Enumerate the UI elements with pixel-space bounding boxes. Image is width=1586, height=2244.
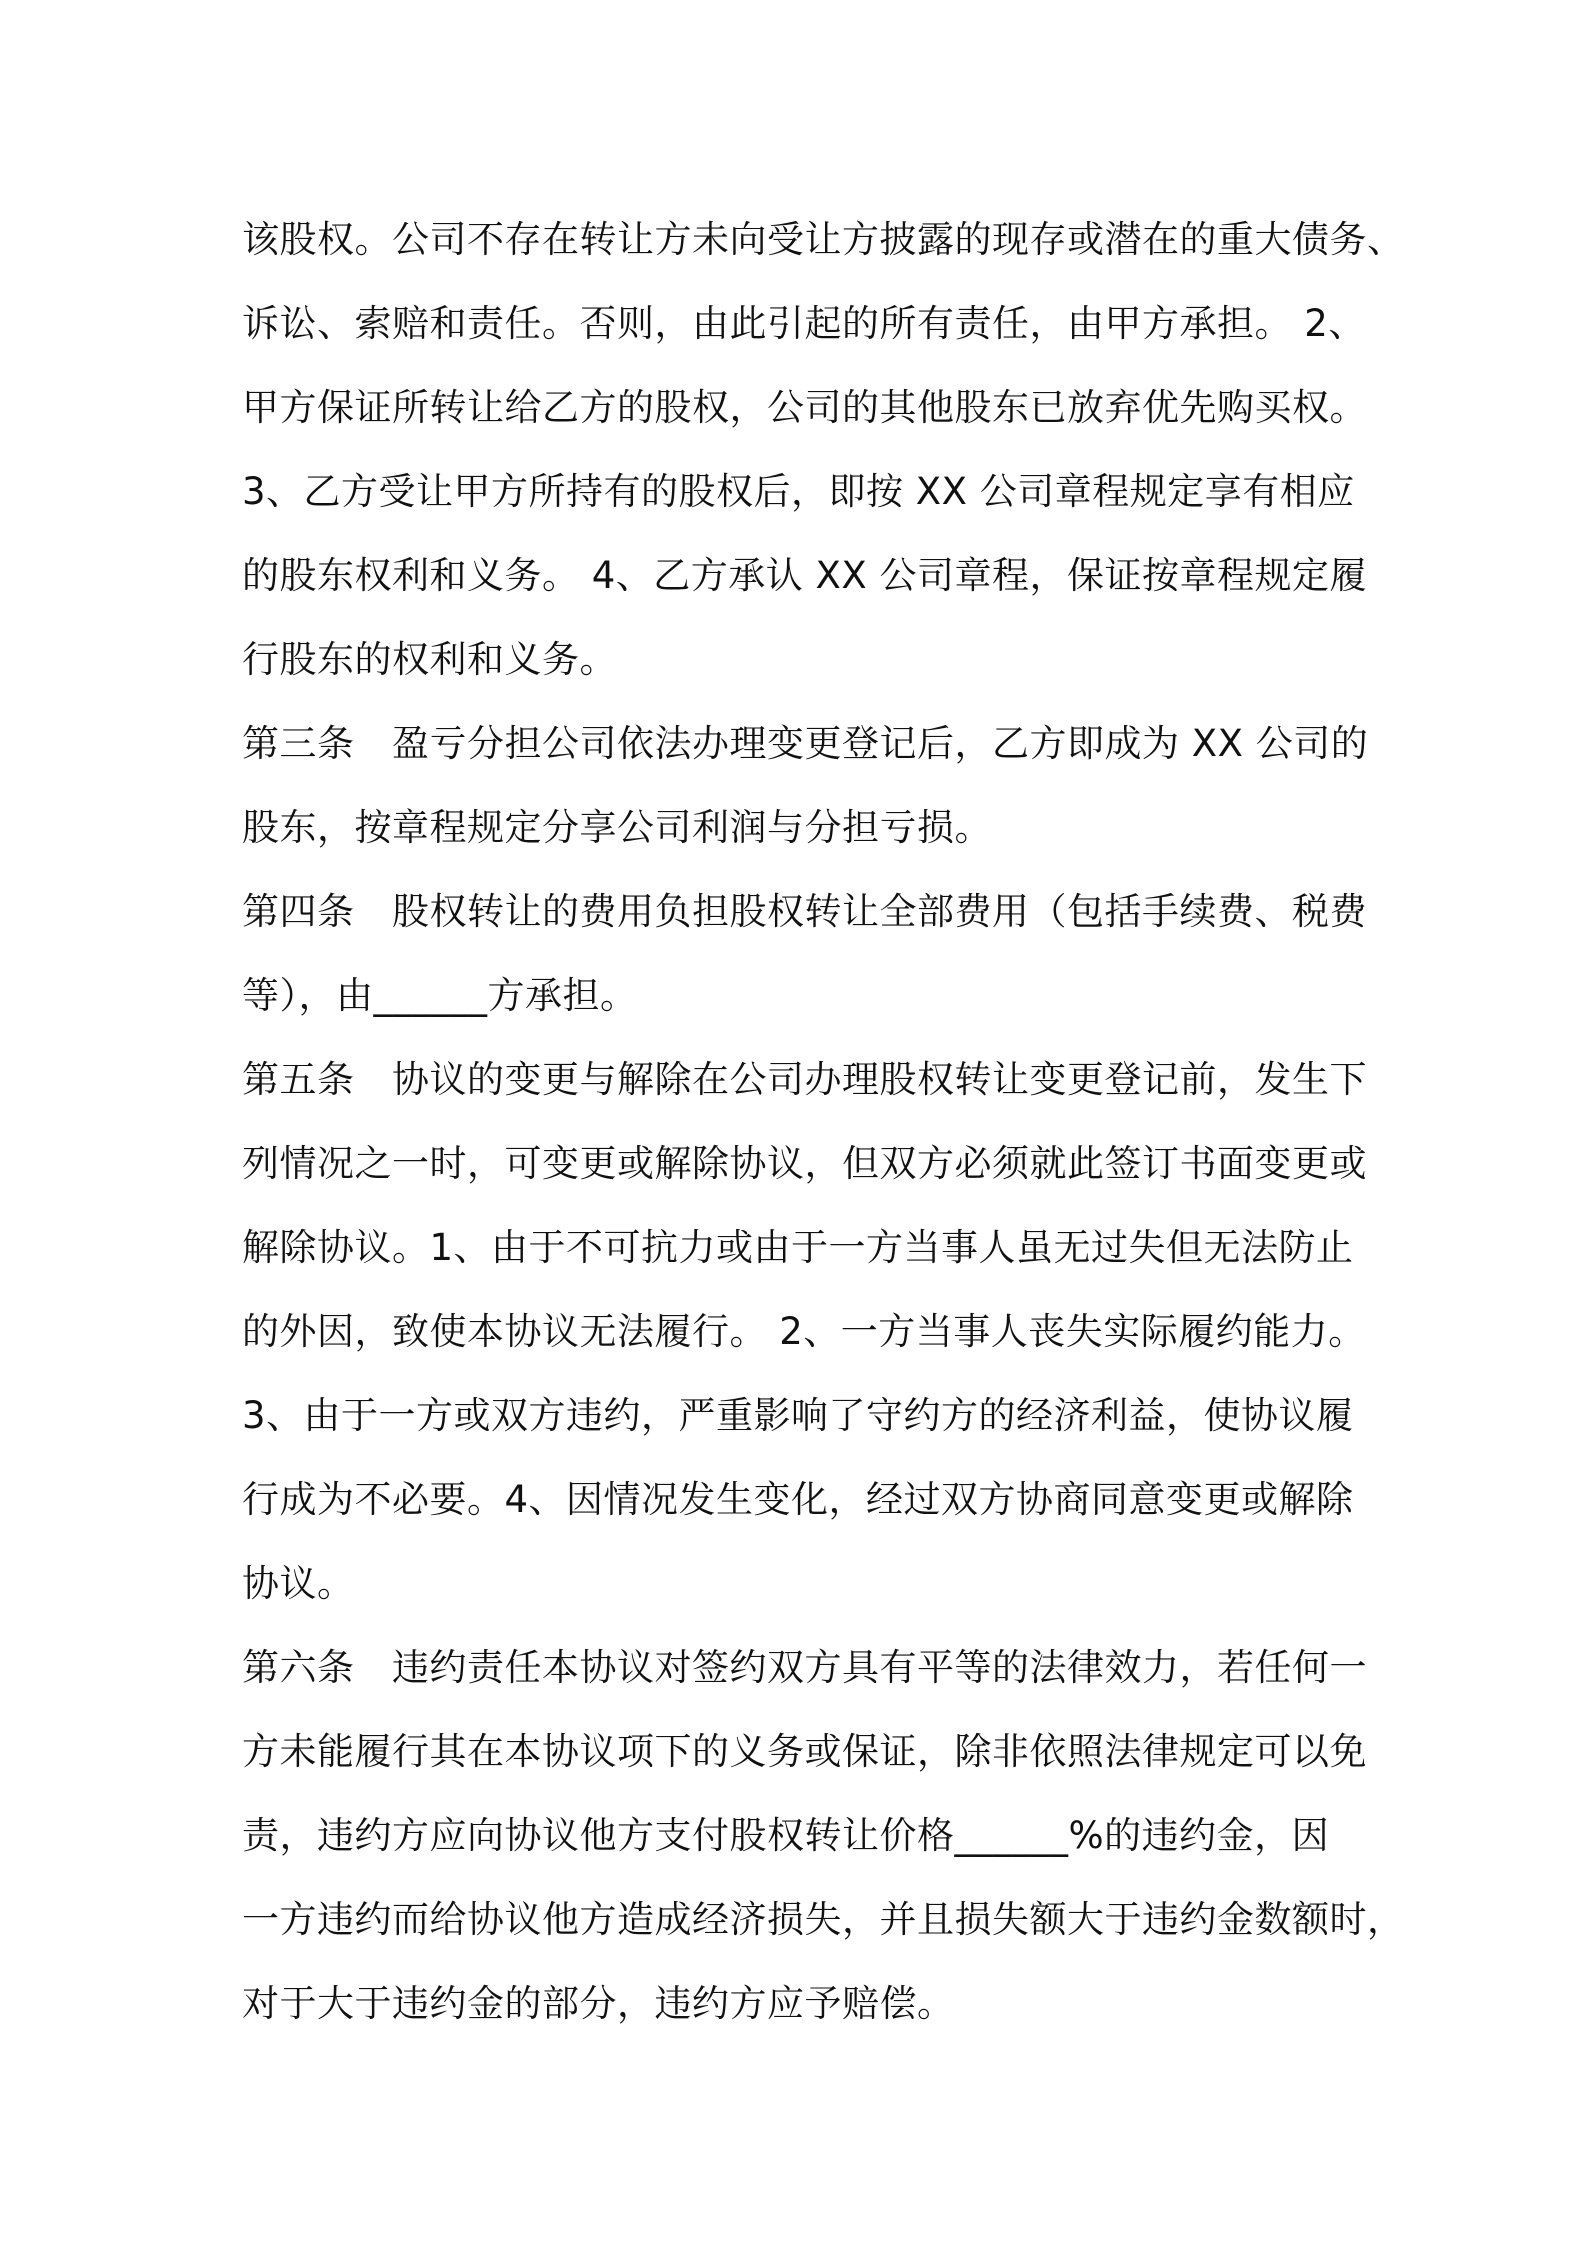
text-line: 3、乙方受让甲方所持有的股权后，即按 XX 公司章程规定享有相应 xyxy=(242,470,1355,513)
article-4-heading: 第四条 xyxy=(242,890,355,933)
article-3-heading: 第三条 xyxy=(242,722,355,765)
text-line: 解除协议。1、由于不可抗力或由于一方当事人虽无过失但无法防止 xyxy=(242,1226,1354,1269)
text-line: 诉讼、索赔和责任。否则，由此引起的所有责任，由甲方承担。 2、 xyxy=(242,302,1366,345)
article-4-first-line xyxy=(242,870,1374,954)
text-line: 行股东的权利和义务。 xyxy=(242,638,617,681)
article-6-text: 违约责任本协议对签约双方具有平等的法律效力，若任何一 xyxy=(392,1646,1367,1689)
text-line: 行成为不必要。4、因情况发生变化，经过双方协商同意变更或解除 xyxy=(242,1478,1354,1521)
text-line: 对于大于违约金的部分，违约方应予赔偿。 xyxy=(242,1982,955,2025)
article-3-text: 盈亏分担公司依法办理变更登记后，乙方即成为 XX 公司的 xyxy=(392,722,1369,765)
text-line: 甲方保证所转让给乙方的股权，公司的其他股东已放弃优先购买权。 xyxy=(242,386,1367,429)
text-line: 该股权。公司不存在转让方未向受让方披露的现存或潜在的重大债务、 xyxy=(242,218,1405,261)
article-6-heading: 第六条 xyxy=(242,1646,355,1689)
article-5-text: 协议的变更与解除在公司办理股权转让变更登记前，发生下 xyxy=(392,1058,1367,1101)
article-6-first-line xyxy=(242,1626,1374,1710)
text-line: 的股东权利和义务。 4、乙方承认 XX 公司章程，保证按章程规定履 xyxy=(242,554,1368,597)
document-body xyxy=(242,198,1405,2046)
text-line: 列情况之一时，可变更或解除协议，但双方必须就此签订书面变更或 xyxy=(242,1142,1367,1185)
article-5-heading: 第五条 xyxy=(242,1058,355,1101)
text-line: 的外因，致使本协议无法履行。 2、一方当事人丧失实际履约能力。 xyxy=(242,1310,1366,1353)
text-line: 方未能履行其在本协议项下的义务或保证，除非依照法律规定可以免 xyxy=(242,1730,1367,1773)
article-4-text: 股权转让的费用负担股权转让全部费用（包括手续费、税费 xyxy=(392,890,1367,933)
article-3-first-line xyxy=(242,702,1374,786)
text-line: 等），由______方承担。 xyxy=(242,974,638,1017)
text-line: 责，违约方应向协议他方支付股权转让价格______%的违约金，因 xyxy=(242,1814,1330,1857)
article-5-first-line xyxy=(242,1038,1374,1122)
text-line: 一方违约而给协议他方造成经济损失，并且损失额大于违约金数额时， xyxy=(242,1898,1405,1941)
text-line: 协议。 xyxy=(242,1562,355,1605)
text-line: 3、由于一方或双方违约，严重影响了守约方的经济利益，使协议履 xyxy=(242,1394,1354,1437)
text-line: 股东，按章程规定分享公司利润与分担亏损。 xyxy=(242,806,992,849)
